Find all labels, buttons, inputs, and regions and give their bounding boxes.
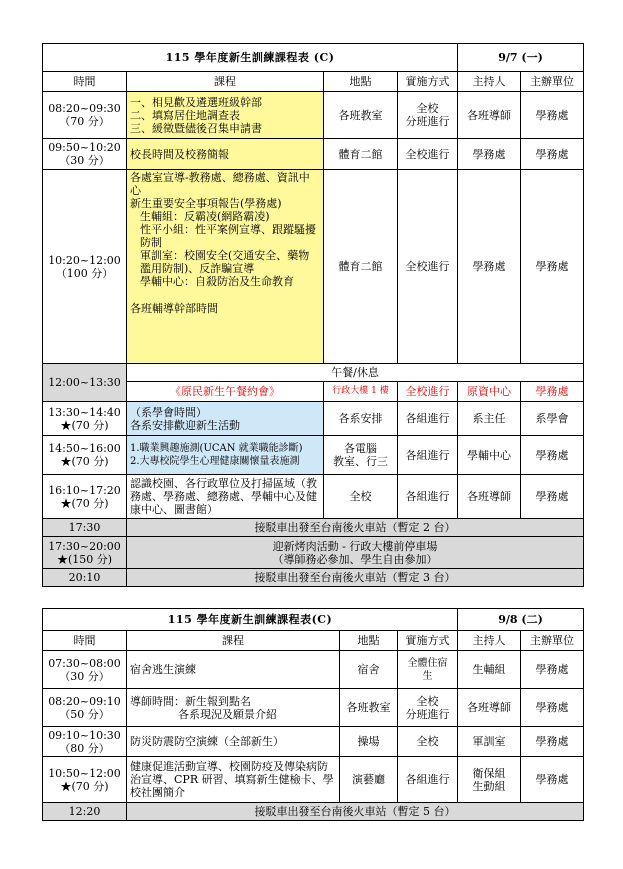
- header-method: 實施方式: [398, 72, 458, 92]
- shuttle-note: 接駁車出發至台南後火車站（暫定 2 台）: [127, 519, 584, 537]
- course-line: 三、緩徵暨儘後召集申請書: [130, 121, 262, 135]
- table-title: 115 學年度新生訓練課程表 (C): [43, 44, 458, 72]
- bbq-event: 迎新烤肉活動 - 行政大樓前停車場 （導師務必參加、學生自由參加）: [127, 537, 584, 569]
- row-course: 《原民新生午餐約會》: [127, 382, 324, 402]
- table-date: 9/7 (一): [458, 44, 584, 72]
- row-method: 全校 分班進行: [398, 92, 458, 139]
- row-course: [127, 402, 324, 436]
- table-row: [43, 519, 584, 537]
- table-row: [43, 92, 584, 139]
- course-line: 各系安排歡迎新生活動: [130, 418, 240, 432]
- shuttle-note: 接駁車出發至台南後火車站（暫定 3 台）: [127, 569, 584, 587]
- row-course: [127, 170, 324, 364]
- row-course: [127, 689, 340, 727]
- row-time: 17:30: [43, 519, 127, 537]
- row-course: 校長時間及校務簡報: [127, 139, 324, 170]
- table-row: [43, 757, 584, 803]
- row-method: 全校進行: [398, 382, 458, 402]
- row-unit: 學務處: [521, 436, 584, 475]
- row-time: 10:20~12:00 （100 分）: [43, 170, 127, 364]
- header-course: 課程: [127, 72, 324, 92]
- table-date: 9/8 (二): [458, 609, 584, 631]
- header-host: 主持人: [458, 631, 521, 651]
- course-line: （系學會時間）: [130, 405, 207, 419]
- header-unit: 主辦單位: [521, 631, 584, 651]
- row-time: 09:10~10:30 （80 分）: [43, 727, 127, 757]
- row-place: 演藝廳: [340, 757, 398, 803]
- row-host: 原資中心: [458, 382, 521, 402]
- schedule-table-day2: [42, 608, 584, 821]
- row-place: 各電腦 教室、行三: [324, 436, 398, 475]
- shuttle-note: 接駁車出發至台南後火車站（暫定 5 台）: [127, 803, 584, 821]
- course-line: 2.大專校院學生心理健康關懷量表施測: [130, 456, 300, 467]
- row-method: 各組進行: [398, 436, 458, 475]
- row-place: 各班教室: [340, 689, 398, 727]
- row-time: 16:10~17:20 ★(70 分): [43, 475, 127, 519]
- header-place: 地點: [340, 631, 398, 651]
- row-unit: 學務處: [521, 689, 584, 727]
- header-time: 時間: [43, 631, 127, 651]
- row-host: 軍訓室: [458, 727, 521, 757]
- course-line: 二、填寫居住地調查表: [130, 108, 240, 122]
- header-unit: 主辦單位: [521, 72, 584, 92]
- table-row: [43, 402, 584, 436]
- row-host: 各班導師: [458, 475, 521, 519]
- row-method: 全校進行: [398, 170, 458, 364]
- row-method: 各組進行: [398, 757, 458, 803]
- row-time: 12:00~13:30: [43, 364, 127, 402]
- table-row: [43, 139, 584, 170]
- row-course: [127, 92, 324, 139]
- row-time: 09:50~10:20 （30 分）: [43, 139, 127, 170]
- row-unit: 學務處: [521, 382, 584, 402]
- row-place: 全校: [324, 475, 398, 519]
- row-host: 學務處: [458, 139, 521, 170]
- course-line: 一、相見歡及遴選班級幹部: [130, 95, 262, 109]
- row-method: 全校 分班進行: [398, 689, 458, 727]
- row-place: 體育二館: [324, 170, 398, 364]
- header-method: 實施方式: [398, 631, 458, 651]
- table-row: [43, 727, 584, 757]
- table-row: [43, 170, 584, 364]
- course-line: 導師時間：新生報到點名: [130, 694, 251, 708]
- row-time: 07:30~08:00 （30 分）: [43, 651, 127, 689]
- row-place: 各系安排: [324, 402, 398, 436]
- row-host: 學輔中心: [458, 436, 521, 475]
- row-place: 操場: [340, 727, 398, 757]
- row-unit: 學務處: [521, 757, 584, 803]
- course-line: 各處室宣導-教務處、總務處、資訊中心: [130, 171, 310, 197]
- row-time: 20:10: [43, 569, 127, 587]
- row-course: 防災防震防空演練（全部新生）: [127, 727, 340, 757]
- row-place: 體育二館: [324, 139, 398, 170]
- row-host: 各班導師: [458, 689, 521, 727]
- header-host: 主持人: [458, 72, 521, 92]
- table-row: [43, 689, 584, 727]
- row-course: 健康促進活動宣導、校園防疫及傳染病防治宣導、CPR 研習、填寫新生健檢卡、學校社團簡介: [127, 757, 340, 803]
- row-time: 08:20~09:10 （50 分）: [43, 689, 127, 727]
- row-time: 13:30~14:40 ★(70 分): [43, 402, 127, 436]
- row-unit: 學務處: [521, 727, 584, 757]
- row-course: [127, 436, 324, 475]
- table-title: 115 學年度新生訓練課程表(C): [43, 609, 458, 631]
- course-line: 各班輔導幹部時間: [130, 302, 218, 315]
- course-line: 學輔中心：自殺防治及生命教育: [140, 275, 294, 288]
- course-line: 各系現況及願景介紹: [178, 707, 277, 721]
- header-time: 時間: [43, 72, 127, 92]
- row-time: 12:20: [43, 803, 127, 821]
- lunch-label: 午餐/休息: [127, 364, 584, 382]
- row-unit: 學務處: [521, 170, 584, 364]
- header-place: 地點: [324, 72, 398, 92]
- table-row: [43, 364, 584, 382]
- row-method: 各組進行: [398, 402, 458, 436]
- row-time: 17:30~20:00 ★(150 分): [43, 537, 127, 569]
- course-line: 生輔組：反霸凌(網路霸凌): [140, 210, 270, 223]
- table-row: [43, 537, 584, 569]
- row-time: 10:50~12:00 ★(70 分): [43, 757, 127, 803]
- row-method: 全校進行: [398, 139, 458, 170]
- row-method: 各組進行: [398, 475, 458, 519]
- table-row: [43, 651, 584, 689]
- table-row: [43, 475, 584, 519]
- row-course: 宿舍逃生演練: [127, 651, 340, 689]
- row-place: 行政大樓 1 樓: [324, 382, 398, 402]
- row-unit: 學務處: [521, 475, 584, 519]
- row-host: 衛保組 生動組: [458, 757, 521, 803]
- course-line: 性平小組：性平案例宣導、跟蹤騷擾防制: [140, 223, 316, 249]
- table-row: [43, 569, 584, 587]
- row-course: 認識校園、各行政單位及打掃區域（教務處、學務處、總務處、學輔中心及健康中心、圖書館）: [127, 475, 324, 519]
- row-place: 宿舍: [340, 651, 398, 689]
- row-host: 生輔組: [458, 651, 521, 689]
- row-unit: 學務處: [521, 139, 584, 170]
- row-place: 各班教室: [324, 92, 398, 139]
- course-line: 1.職業興趣施測(UCAN 就業職能診斷): [130, 443, 303, 454]
- row-method: 全體住宿 生: [398, 651, 458, 689]
- table-row: [43, 803, 584, 821]
- table-row: [43, 436, 584, 475]
- row-time: 08:20~09:30 （70 分）: [43, 92, 127, 139]
- row-host: 各班導師: [458, 92, 521, 139]
- header-course: 課程: [127, 631, 340, 651]
- row-unit: 系學會: [521, 402, 584, 436]
- row-method: 全校: [398, 727, 458, 757]
- schedule-table-day1: [42, 43, 584, 587]
- row-time: 14:50~16:00 ★(70 分): [43, 436, 127, 475]
- row-host: 學務處: [458, 170, 521, 364]
- course-line: 新生重要安全事項報告(學務處): [130, 197, 282, 210]
- row-unit: 學務處: [521, 651, 584, 689]
- row-host: 系主任: [458, 402, 521, 436]
- course-line: 軍訓室：校園安全(交通安全、藥物濫用防制)、反詐騙宣導: [140, 249, 310, 275]
- row-unit: 學務處: [521, 92, 584, 139]
